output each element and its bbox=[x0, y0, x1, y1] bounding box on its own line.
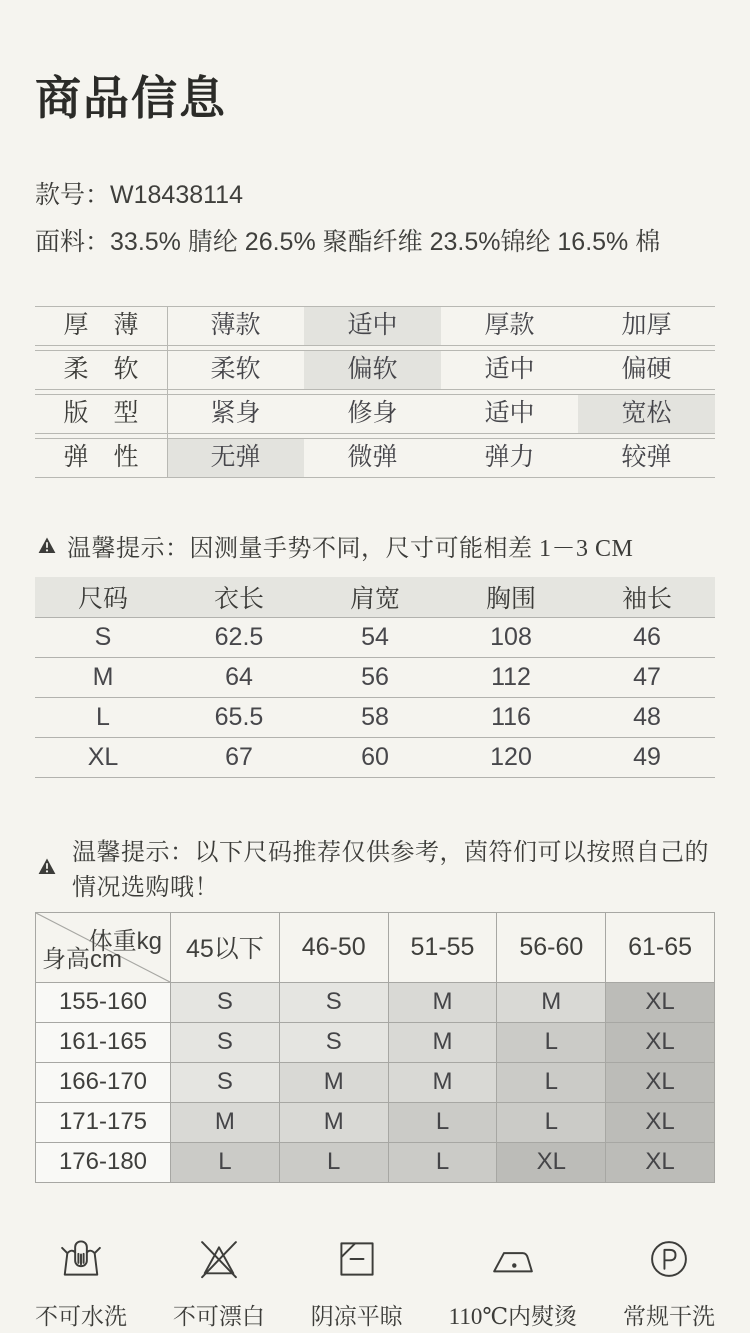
recommend-size-cell: L bbox=[279, 1142, 388, 1182]
size-table-cell: 67 bbox=[171, 737, 307, 777]
size-table-cell: 48 bbox=[579, 697, 715, 737]
size-column-header: 袖长 bbox=[579, 577, 715, 617]
recommend-size-cell: XL bbox=[606, 982, 715, 1022]
recommend-size-cell: XL bbox=[606, 1062, 715, 1102]
recommend-size-cell: L bbox=[497, 1022, 606, 1062]
fabric-line bbox=[35, 219, 715, 266]
size-table-row bbox=[35, 737, 715, 777]
recommend-notice bbox=[38, 832, 715, 902]
size-column-header: 胸围 bbox=[443, 577, 579, 617]
recommend-size-cell: M bbox=[279, 1102, 388, 1142]
shade-flat-dry-icon bbox=[331, 1233, 383, 1285]
recommend-size-cell: S bbox=[171, 1062, 280, 1102]
size-column-header: 肩宽 bbox=[307, 577, 443, 617]
attribute-option: 紧身 bbox=[210, 400, 261, 427]
size-table-row bbox=[35, 697, 715, 737]
recommend-size-cell: L bbox=[497, 1062, 606, 1102]
size-table-cell: 60 bbox=[307, 737, 443, 777]
size-table-cell: 112 bbox=[443, 657, 579, 697]
recommend-row bbox=[36, 982, 715, 1022]
recommend-row bbox=[36, 1022, 715, 1062]
size-table-cell: 56 bbox=[307, 657, 443, 697]
recommend-size-cell: L bbox=[171, 1142, 280, 1182]
attribute-table bbox=[35, 306, 715, 478]
care-icons-row bbox=[35, 1233, 715, 1331]
attribute-label: 版 型 bbox=[63, 400, 139, 427]
recommend-row bbox=[36, 1142, 715, 1182]
height-range-label: 161-165 bbox=[36, 1022, 171, 1062]
care-item bbox=[35, 1233, 127, 1331]
care-label: 不可水洗 bbox=[35, 1303, 127, 1329]
care-item bbox=[173, 1233, 265, 1331]
size-table-cell: XL bbox=[35, 737, 171, 777]
recommend-size-cell: M bbox=[388, 1062, 497, 1102]
page-title: 商品信息 bbox=[35, 73, 227, 124]
recommend-size-cell: M bbox=[497, 982, 606, 1022]
attribute-row bbox=[35, 350, 715, 390]
care-label: 常规干洗 bbox=[622, 1303, 715, 1329]
size-table-cell: 49 bbox=[579, 737, 715, 777]
recommend-row bbox=[36, 1102, 715, 1142]
attribute-label: 厚 薄 bbox=[63, 312, 139, 339]
weight-range-header: 61-65 bbox=[606, 912, 715, 982]
measure-notice bbox=[38, 528, 715, 563]
attribute-option: 较弹 bbox=[621, 444, 672, 471]
hand-wash-tub-icon bbox=[55, 1233, 107, 1285]
recommend-size-cell: M bbox=[388, 982, 497, 1022]
attribute-label: 柔 软 bbox=[63, 356, 139, 383]
size-table-cell: M bbox=[35, 657, 171, 697]
recommend-size-cell: S bbox=[171, 1022, 280, 1062]
size-table-cell: S bbox=[35, 617, 171, 657]
weight-range-header: 46-50 bbox=[279, 912, 388, 982]
attribute-option: 加厚 bbox=[621, 312, 672, 339]
dry-clean-icon bbox=[643, 1233, 695, 1285]
fabric-label: 面料： bbox=[35, 229, 111, 256]
recommend-size-cell: XL bbox=[606, 1102, 715, 1142]
attribute-option-selected: 适中 bbox=[304, 307, 441, 345]
care-item bbox=[449, 1233, 577, 1331]
recommend-size-cell: XL bbox=[606, 1142, 715, 1182]
weight-range-header: 45以下 bbox=[171, 912, 280, 982]
attribute-row bbox=[35, 306, 715, 346]
recommend-size-cell: L bbox=[497, 1102, 606, 1142]
care-label: 不可漂白 bbox=[172, 1303, 265, 1329]
attribute-option-selected: 偏软 bbox=[304, 351, 441, 389]
attribute-table-divider bbox=[167, 306, 168, 478]
warning-triangle-icon bbox=[38, 537, 56, 554]
size-table-cell: 120 bbox=[443, 737, 579, 777]
recommend-size-cell: L bbox=[388, 1102, 497, 1142]
size-recommend-table bbox=[35, 912, 715, 1183]
recommend-header-row bbox=[36, 912, 715, 982]
no-bleach-icon bbox=[193, 1233, 245, 1285]
attribute-option: 弹力 bbox=[484, 444, 535, 471]
attribute-option: 适中 bbox=[484, 356, 535, 383]
style-number-value: W18438114 bbox=[110, 181, 243, 209]
size-column-header: 衣长 bbox=[171, 577, 307, 617]
size-table-cell: 116 bbox=[443, 697, 579, 737]
size-table-cell: 64 bbox=[171, 657, 307, 697]
size-table-cell: 54 bbox=[307, 617, 443, 657]
recommend-size-cell: S bbox=[279, 1022, 388, 1062]
attribute-option: 柔软 bbox=[210, 356, 261, 383]
attribute-option: 修身 bbox=[347, 400, 398, 427]
size-table-cell: 47 bbox=[579, 657, 715, 697]
recommend-size-cell: S bbox=[171, 982, 280, 1022]
care-label: 阴凉平晾 bbox=[310, 1303, 403, 1329]
attribute-option: 薄款 bbox=[210, 312, 261, 339]
corner-weight-label: 体重kg bbox=[88, 927, 162, 955]
recommend-size-cell: L bbox=[388, 1142, 497, 1182]
size-table-row bbox=[35, 617, 715, 657]
height-range-label: 171-175 bbox=[36, 1102, 171, 1142]
size-table-cell: 108 bbox=[443, 617, 579, 657]
attribute-option: 偏硬 bbox=[621, 356, 672, 383]
corner-height-label: 身高cm bbox=[42, 945, 122, 973]
attribute-row bbox=[35, 438, 715, 478]
recommend-size-cell: XL bbox=[497, 1142, 606, 1182]
attribute-label: 弹 性 bbox=[63, 444, 139, 471]
attribute-option: 微弹 bbox=[347, 444, 398, 471]
recommend-row bbox=[36, 1062, 715, 1102]
recommend-size-cell: S bbox=[279, 982, 388, 1022]
care-item bbox=[311, 1233, 403, 1331]
weight-range-header: 51-55 bbox=[388, 912, 497, 982]
size-table-header-row bbox=[35, 577, 715, 617]
weight-height-corner-cell bbox=[36, 912, 171, 982]
care-item bbox=[623, 1233, 715, 1331]
attribute-option: 适中 bbox=[484, 400, 535, 427]
height-range-label: 176-180 bbox=[36, 1142, 171, 1182]
recommend-size-cell: XL bbox=[606, 1022, 715, 1062]
product-basic-info bbox=[35, 172, 715, 266]
recommend-notice-text: 温馨提示：以下尺码推荐仅供参考，茵符们可以按照自己的情况选购哦！ bbox=[72, 839, 709, 901]
height-range-label: 166-170 bbox=[36, 1062, 171, 1102]
attribute-option: 厚款 bbox=[484, 312, 535, 339]
fabric-value: 33.5% 腈纶 26.5% 聚酯纤维 23.5%锦纶 16.5% 棉 bbox=[110, 228, 661, 256]
size-table-row bbox=[35, 657, 715, 697]
attribute-row bbox=[35, 394, 715, 434]
recommend-size-cell: M bbox=[388, 1022, 497, 1062]
size-measure-table bbox=[35, 577, 715, 778]
recommend-size-cell: M bbox=[279, 1062, 388, 1102]
size-table-cell: 62.5 bbox=[171, 617, 307, 657]
attribute-option-selected: 无弹 bbox=[167, 439, 304, 477]
measure-notice-text: 温馨提示：因测量手势不同，尺寸可能相差 1－3 CM bbox=[67, 536, 634, 562]
recommend-size-cell: M bbox=[171, 1102, 280, 1142]
size-column-header: 尺码 bbox=[35, 577, 171, 617]
style-number-label: 款号： bbox=[35, 182, 111, 209]
size-table-cell: L bbox=[35, 697, 171, 737]
size-table-cell: 46 bbox=[579, 617, 715, 657]
care-label: 110℃内熨烫 bbox=[448, 1303, 578, 1329]
weight-range-header: 56-60 bbox=[497, 912, 606, 982]
size-table-cell: 58 bbox=[307, 697, 443, 737]
size-table-cell: 65.5 bbox=[171, 697, 307, 737]
style-number-line bbox=[35, 172, 715, 219]
attribute-option-selected: 宽松 bbox=[578, 395, 715, 433]
height-range-label: 155-160 bbox=[36, 982, 171, 1022]
warning-triangle-icon bbox=[38, 858, 56, 875]
iron-low-heat-icon bbox=[487, 1233, 539, 1285]
